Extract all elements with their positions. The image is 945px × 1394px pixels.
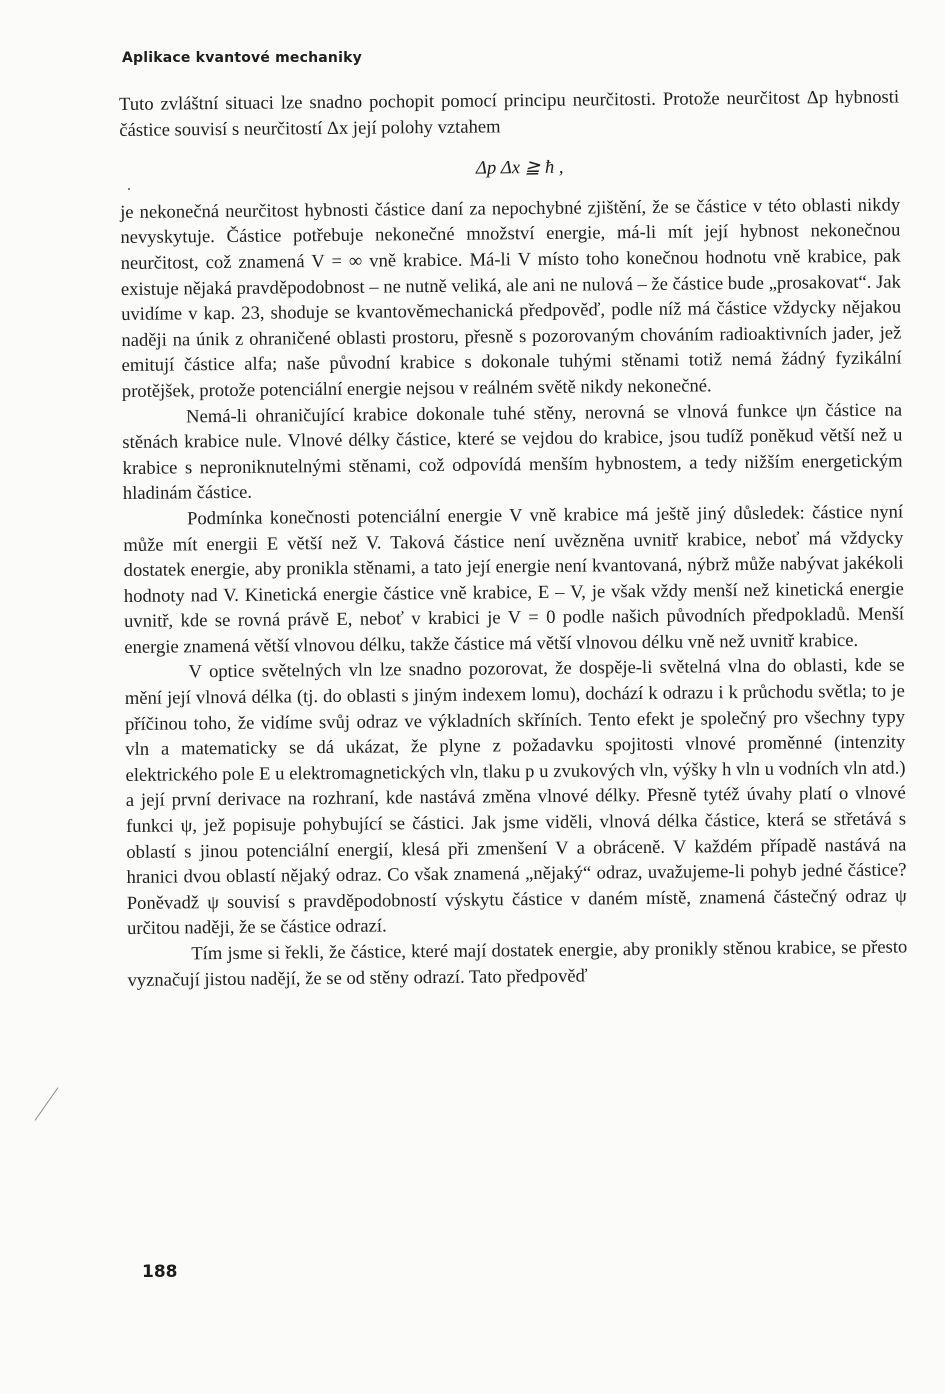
paragraph-3: Nemá-li ohraničující krabice dokonale tuhé stěny, nerovná se vlnová funkce ψn částice na stěnách krabice nule. Vlnové délky částice, které se vejdou do krabice, jsou tudíž poněkud větší než u krabice s neproniknutelnými stěnami, což odpovídá menším hybnostem, a tedy nižším energetickým hladinám částice. (122, 399, 903, 505)
paragraph-6: Tím jsme si řekli, že částice, které mají dostatek energie, aby pronikly stěnou krabice, se přesto vyznačují jistou nadějí, že se od stěny odrazí. Tato předpověď (127, 936, 908, 991)
page-number: 188 (142, 1262, 178, 1282)
uncertainty-equation: Δp Δx ≧ ħ , (475, 156, 564, 179)
pencil-margin-mark (35, 1087, 59, 1120)
paragraph-2: je nekonečná neurčitost hybnosti částice daní za nepochybné zjištění, že se částice v této oblasti nikdy nevyskytuje. Částice potřebuje nekonečné množství energie, má-li mít její hybnost nekonečnou neurčitost, což znamená V = ∞ vně krabice. Má-li V místo toho konečnou hodnotu vně krabice, pak existuje nějaká pravděpodobnost – ne nutně veliká, ale ani ne nulová – že částice bude „prosakovat“. Jak uvidíme v kap. 23, shoduje se kvantověmechanická předpověď, podle níž má částice vždycky nějakou naději na únik z ohraničené oblasti prostoru, přesně s pozorovaným chováním radioaktivních jader, jež emitují částice alfa; naše původní krabice s dokonale tuhými stěnami totiž nemá žádný fyzikální protějšek, protože potenciální energie nejsou v reálném světě nikdy nekonečné. (120, 194, 902, 402)
body-text (119, 85, 908, 994)
running-head: Aplikace kvantové mechaniky (122, 50, 362, 66)
paragraph-1: Tuto zvláštní situaci lze snadno pochopit pomocí principu neurčitosti. Protože neurčitost Δp hybnosti částice souvisí s neurčitostí Δx její polohy vztahem (119, 86, 900, 141)
paragraph-4: Podmínka konečnosti potenciální energie V vně krabice má ještě jiný důsledek: částice nyní může mít energii E větší než V. Taková částice není uvězněna uvnitř krabice, neboť má vždycky dostatek energie, aby pronikla stěnami, a tato její energie není kvantovaná, nýbrž může nabývat jakékoli hodnoty nad V. Kinetická energie částice vně krabice, E – V, je však vždy menší než kinetická energie uvnitř, kde se rovná právě E, neboť v krabici je V = 0 podle našich původních předpokladů. Menší energie znamená větší vlnovou délku, takže částice má větší vlnovou délku vně než uvnitř krabice. (123, 501, 905, 658)
paragraph-5: V optice světelných vln lze snadno pozorovat, že dospěje-li světelná vlna do oblasti, kde se mění její vlnová délka (tj. do oblasti s jiným indexem lomu), dochází k odrazu i k průchodu světla; to je příčinou toho, že vidíme svůj odraz ve výkladních skříních. Tento efekt je společný pro všechny typy vln a matematicky se dá ukázat, že plyne z požadavku spojitosti vlnové proměnné (intenzity elektrického pole E u elektromagnetických vln, tlaku p u zvukových vln, výšky h vln u vodních vln atd.) a její první derivace na rozhraní, kde nastává změna vlnové délky. Přesně tytéž úvahy platí o vlnové funkci ψ, jež popisuje pohybující se částici. Jak jsme viděli, vlnová délka částice, která se střetává s oblastí s jinou potenciální energií, klesá při zmenšení V a obráceně. V každém případě nastává na hranici dvou oblastí nějaký odraz. Co však znamená „nějaký“ odraz, uvažujeme-li pohyb jedné částice? Poněvadž ψ souvisí s pravděpodobností výskytu částice v daném místě, znamená částečný odraz ψ určitou naději, že se částice odrazí. (124, 654, 907, 940)
